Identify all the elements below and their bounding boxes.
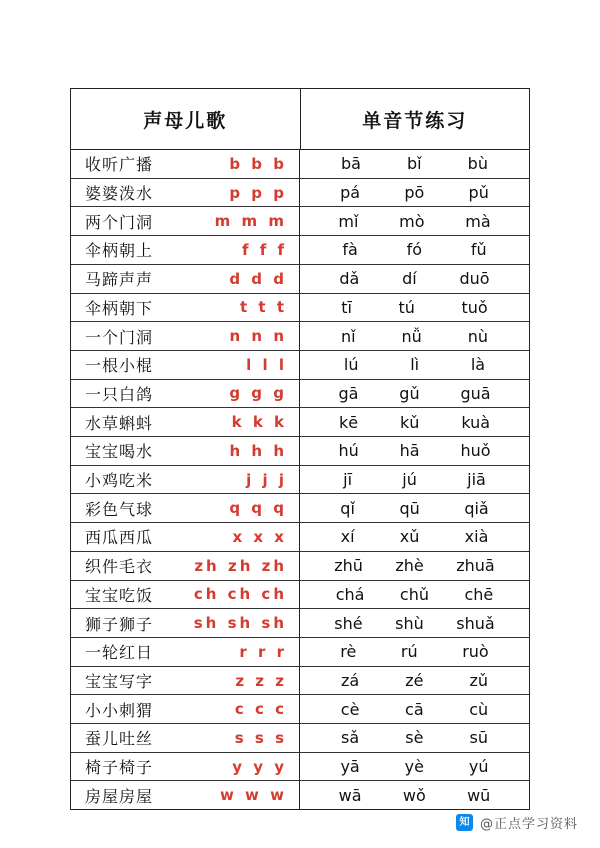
initial-letters: y y y	[232, 757, 287, 776]
song-phrase: 一只白鸽	[85, 384, 154, 404]
song-phrase: 一轮红日	[85, 643, 154, 663]
syllable: zǔ	[469, 671, 488, 690]
initial-letters: w w w	[219, 786, 287, 805]
syllable: rú	[400, 642, 418, 662]
initial-letters: d d d	[229, 269, 287, 288]
syllable: mò	[399, 211, 425, 231]
cell-syllables	[300, 695, 529, 723]
table-row	[71, 638, 529, 667]
cell-syllables	[300, 236, 529, 264]
cell-song	[71, 552, 300, 580]
initial-letters: n n n	[229, 327, 287, 346]
table-row	[71, 466, 529, 495]
song-phrase: 宝宝写字	[85, 672, 154, 691]
table-row	[71, 294, 529, 323]
syllable: kǔ	[399, 412, 420, 432]
song-phrase: 彩色气球	[85, 499, 154, 519]
syllable: shuǎ	[456, 613, 495, 633]
cell-song	[71, 695, 300, 723]
initial-letters: q q q	[229, 499, 287, 518]
cell-syllables	[300, 781, 529, 809]
syllable: xià	[464, 527, 489, 547]
initial-letters: r r r	[239, 642, 287, 661]
cell-syllables	[300, 638, 529, 666]
syllable: gā	[338, 383, 359, 403]
syllable: jī	[343, 470, 353, 490]
syllable: pō	[404, 183, 425, 203]
cell-syllables	[300, 523, 529, 551]
cell-syllables	[300, 667, 529, 695]
header-cell-shengmu-song: 声母儿歌	[71, 89, 301, 149]
song-phrase: 西瓜西瓜	[85, 528, 154, 548]
syllable: qiǎ	[464, 498, 489, 518]
table-row	[71, 236, 529, 265]
zhihu-logo-icon: 知	[456, 814, 473, 831]
table-row	[71, 609, 529, 638]
syllable: nù	[467, 326, 488, 346]
song-phrase: 宝宝吃饭	[85, 585, 154, 605]
cell-song	[71, 523, 300, 551]
cell-song	[71, 437, 300, 465]
syllable: zhuā	[456, 556, 495, 576]
syllable: wū	[467, 785, 491, 805]
cell-song	[71, 494, 300, 522]
syllable: qǐ	[340, 498, 355, 518]
table-row	[71, 322, 529, 351]
syllable: nǐ	[340, 326, 356, 346]
syllable: bǐ	[407, 154, 422, 174]
watermark-text: @正点学习资料	[479, 817, 578, 832]
song-phrase: 狮子狮子	[85, 614, 154, 634]
table-row	[71, 494, 529, 523]
cell-song	[71, 207, 300, 235]
initial-letters: ch ch ch	[193, 585, 287, 604]
syllable: chǔ	[399, 584, 429, 604]
initial-letters: k k k	[231, 413, 287, 432]
syllable: pá	[340, 183, 361, 203]
table-row	[71, 265, 529, 294]
cell-syllables	[300, 753, 529, 781]
table-row	[71, 781, 529, 809]
cell-song	[71, 753, 300, 781]
syllable: cè	[340, 699, 360, 719]
syllable: ruò	[462, 642, 489, 662]
syllable: dǎ	[339, 269, 360, 289]
cell-song	[71, 638, 300, 666]
song-phrase: 椅子椅子	[85, 758, 154, 778]
song-phrase: 婆婆泼水	[85, 184, 154, 204]
cell-syllables	[300, 207, 529, 235]
cell-song	[71, 609, 300, 637]
syllable: sǎ	[341, 728, 360, 748]
syllable: kē	[338, 412, 359, 432]
song-phrase: 伞柄朝下	[85, 298, 154, 318]
initial-letters: g g g	[229, 384, 287, 403]
initial-letters: sh sh sh	[193, 614, 287, 633]
syllable: rè	[340, 642, 357, 662]
cell-syllables	[300, 265, 529, 293]
syllable: zé	[405, 671, 424, 690]
syllable: kuà	[461, 412, 491, 432]
initial-letters: p p p	[229, 183, 287, 202]
song-phrase: 伞柄朝上	[85, 241, 154, 261]
cell-song	[71, 265, 300, 293]
cell-song	[71, 179, 300, 207]
syllable: fó	[406, 240, 423, 260]
table-row	[71, 695, 529, 724]
syllable: jiā	[467, 470, 486, 490]
cell-song	[71, 351, 300, 379]
syllable: sū	[469, 728, 488, 748]
table-row	[71, 753, 529, 782]
song-phrase: 织件毛衣	[85, 557, 154, 577]
table-row	[71, 150, 529, 179]
initial-letters: m m m	[214, 212, 287, 231]
cell-syllables	[300, 322, 529, 350]
song-phrase: 房屋房屋	[85, 786, 154, 806]
song-phrase: 蚕儿吐丝	[85, 729, 154, 749]
cell-song	[71, 236, 300, 264]
syllable: fà	[342, 240, 358, 260]
syllable: sè	[405, 728, 424, 748]
syllable: cā	[405, 699, 424, 719]
table-body	[71, 150, 529, 809]
table-row	[71, 408, 529, 437]
syllable: zhè	[395, 556, 424, 576]
initial-letters: l l l	[246, 355, 287, 374]
syllable: yú	[468, 757, 489, 777]
syllable: hā	[399, 441, 420, 461]
syllable: nǚ	[401, 326, 422, 346]
cell-syllables	[300, 408, 529, 436]
syllable: dí	[402, 269, 417, 289]
initial-letters: x x x	[232, 527, 287, 546]
table-row	[71, 523, 529, 552]
pinyin-worksheet	[70, 88, 530, 810]
syllable: guā	[460, 383, 491, 403]
song-phrase: 水草蝌蚪	[85, 413, 154, 433]
table-row	[71, 581, 529, 610]
song-phrase: 两个门洞	[85, 212, 154, 232]
syllable: yè	[404, 757, 424, 777]
cell-song	[71, 724, 300, 752]
table-row	[71, 380, 529, 409]
syllable: zhū	[334, 556, 363, 576]
song-phrase: 小鸡吃米	[85, 471, 154, 491]
table-row	[71, 351, 529, 380]
syllable: mà	[465, 211, 491, 231]
cell-song	[71, 294, 300, 322]
table-row	[71, 437, 529, 466]
cell-syllables	[300, 494, 529, 522]
syllable: yā	[340, 757, 360, 777]
syllable: huǒ	[460, 441, 491, 461]
syllable: chá	[335, 584, 365, 604]
syllable: tī	[341, 297, 352, 317]
syllable: xí	[340, 527, 355, 547]
initial-letters: z z z	[235, 671, 287, 690]
song-phrase: 收听广播	[85, 155, 154, 175]
cell-song	[71, 380, 300, 408]
table-row	[71, 724, 529, 753]
initial-letters: f f f	[241, 240, 287, 259]
syllable: gǔ	[399, 383, 420, 403]
syllable: tú	[398, 297, 415, 317]
cell-syllables	[300, 552, 529, 580]
cell-song	[71, 667, 300, 695]
table-row	[71, 552, 529, 581]
syllable: qū	[399, 498, 420, 518]
cell-syllables	[300, 179, 529, 207]
syllable: chē	[464, 584, 494, 604]
cell-syllables	[300, 724, 529, 752]
initial-letters: j j j	[246, 470, 287, 489]
cell-song	[71, 466, 300, 494]
watermark-footer	[456, 813, 578, 832]
initial-letters: t t t	[240, 298, 287, 317]
syllable: bù	[467, 154, 488, 174]
syllable: wā	[338, 785, 362, 805]
cell-syllables	[300, 581, 529, 609]
song-phrase: 宝宝喝水	[85, 442, 154, 462]
syllable: zá	[341, 671, 360, 690]
cell-song	[71, 781, 300, 809]
header-cell-single-syllable-practice: 单音节练习	[362, 109, 468, 132]
syllable: wǒ	[402, 785, 426, 805]
syllable: mǐ	[338, 211, 359, 231]
song-phrase: 一个门洞	[85, 327, 154, 347]
table-row	[71, 667, 529, 696]
syllable: jú	[402, 470, 417, 490]
syllable: hú	[338, 441, 359, 461]
song-phrase: 一根小棍	[85, 356, 154, 376]
syllable: lì	[410, 355, 420, 375]
initial-letters: s s s	[234, 728, 287, 747]
cell-song	[71, 322, 300, 350]
cell-song	[71, 581, 300, 609]
cell-song	[71, 150, 300, 178]
cell-syllables	[300, 351, 529, 379]
syllable: lú	[343, 355, 359, 375]
initial-letters: h h h	[229, 441, 287, 460]
syllable: xǔ	[399, 527, 420, 547]
cell-syllables	[300, 294, 529, 322]
initial-letters: c c c	[234, 700, 287, 719]
initial-letters: b b b	[229, 154, 287, 173]
cell-syllables	[300, 380, 529, 408]
table-row	[71, 179, 529, 208]
syllable: là	[470, 355, 486, 375]
syllable: duō	[459, 269, 490, 289]
syllable: cù	[469, 699, 489, 719]
initial-letters: zh zh zh	[194, 556, 287, 575]
song-phrase: 马蹄声声	[85, 270, 154, 290]
syllable: fǔ	[470, 240, 487, 260]
cell-song	[71, 408, 300, 436]
syllable: tuǒ	[461, 297, 488, 317]
syllable: shù	[395, 613, 424, 633]
syllable: bā	[341, 154, 361, 174]
cell-syllables	[300, 150, 529, 178]
syllable: shé	[334, 613, 363, 633]
table-row	[71, 207, 529, 236]
syllable: pǔ	[468, 183, 489, 203]
cell-syllables	[300, 466, 529, 494]
cell-syllables	[300, 609, 529, 637]
table-header-row	[71, 89, 529, 150]
song-phrase: 小小刺猬	[85, 700, 154, 720]
cell-syllables	[300, 437, 529, 465]
